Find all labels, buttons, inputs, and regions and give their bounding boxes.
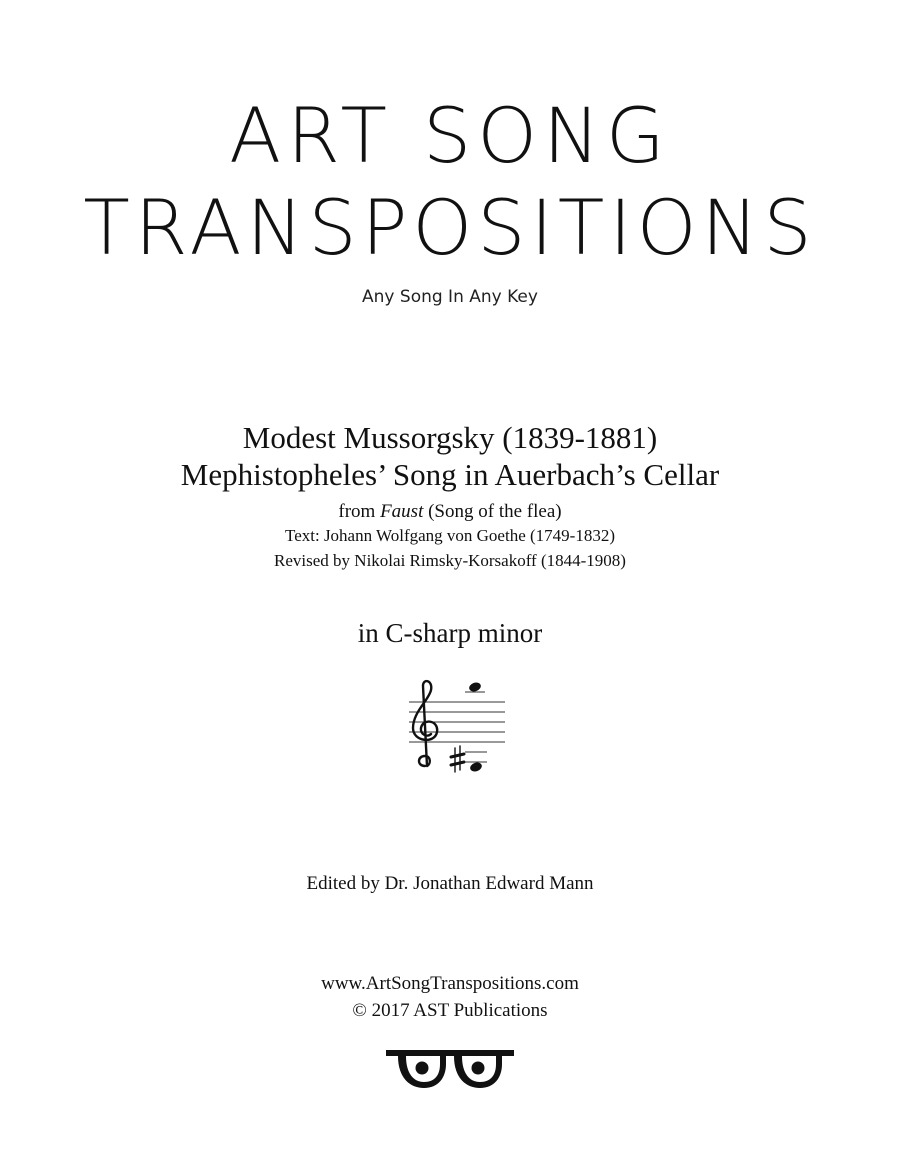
brand-title-line-1: ART SONG bbox=[229, 91, 671, 180]
source-line bbox=[0, 501, 900, 523]
brand-title-line-2: TRANSPOSITIONS bbox=[83, 183, 817, 272]
website-link[interactable]: www.ArtSongTranspositions.com bbox=[321, 973, 579, 994]
source-suffix: (Song of the flea) bbox=[423, 501, 562, 522]
editor-credit: Edited by Dr. Jonathan Edward Mann bbox=[306, 873, 594, 894]
key-label: in C-sharp minor bbox=[357, 618, 543, 648]
treble-clef-range-icon bbox=[405, 676, 509, 780]
copyright-line: © 2017 AST Publications bbox=[352, 1000, 548, 1021]
composer-line: Modest Mussorgsky (1839-1881) bbox=[242, 420, 658, 455]
song-title: Mephistopheles’ Song in Auerbach’s Cellar bbox=[180, 457, 720, 492]
ast-logo-icon bbox=[384, 1048, 516, 1092]
source-work: Faust bbox=[380, 501, 424, 522]
revision-credit: Revised by Nikolai Rimsky-Korsakoff (1844-1908) bbox=[274, 551, 626, 570]
text-credit: Text: Johann Wolfgang von Goethe (1749-1832) bbox=[285, 526, 615, 545]
tagline: Any Song In Any Key bbox=[362, 287, 538, 307]
source-prefix: from bbox=[338, 501, 381, 522]
